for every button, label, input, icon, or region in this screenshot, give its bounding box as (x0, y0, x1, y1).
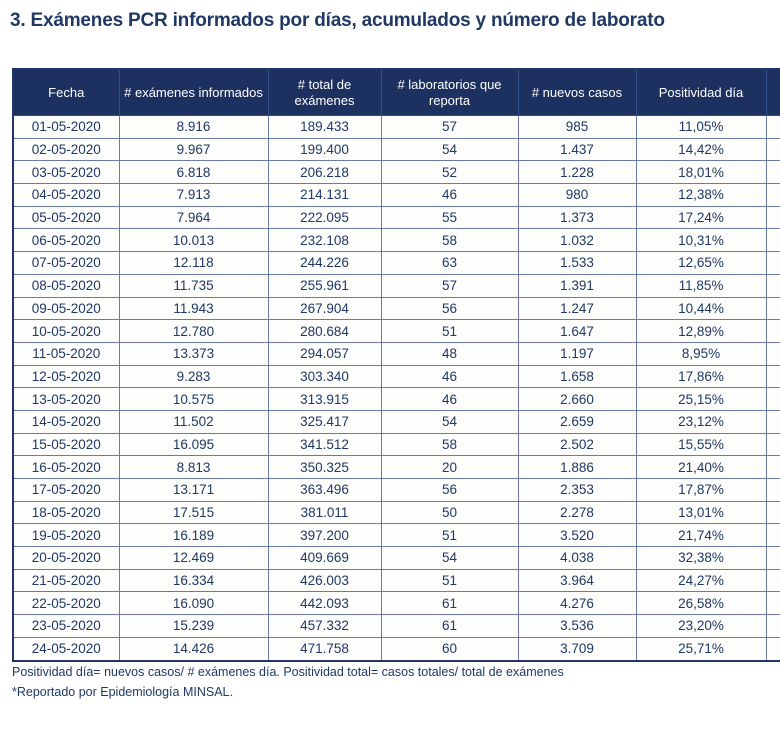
table-row (13, 342, 780, 365)
value-cell: 20 (381, 456, 518, 479)
value-cell: 10,31% (636, 229, 766, 252)
value-cell: 11,85% (636, 274, 766, 297)
value-cell: 267.904 (268, 297, 381, 320)
value-cell (766, 320, 780, 343)
value-cell (766, 388, 780, 411)
date-cell: 14-05-2020 (13, 410, 119, 433)
column-header-5: Positividad día (636, 69, 766, 116)
value-cell: 16.334 (119, 569, 268, 592)
value-cell: 10.575 (119, 388, 268, 411)
value-cell (766, 138, 780, 161)
footnotes (12, 662, 772, 702)
value-cell: 50 (381, 501, 518, 524)
value-cell: 17,86% (636, 365, 766, 388)
table-row (13, 388, 780, 411)
value-cell: 12,65% (636, 252, 766, 275)
date-cell: 09-05-2020 (13, 297, 119, 320)
value-cell: 325.417 (268, 410, 381, 433)
value-cell: 244.226 (268, 252, 381, 275)
page-title: 3. Exámenes PCR informados por días, acumulados y número de laborato (10, 10, 665, 31)
value-cell: 222.095 (268, 206, 381, 229)
date-cell: 21-05-2020 (13, 569, 119, 592)
value-cell: 12.469 (119, 547, 268, 570)
value-cell: 58 (381, 433, 518, 456)
value-cell: 17,87% (636, 479, 766, 502)
value-cell: 2.659 (518, 410, 636, 433)
date-cell: 18-05-2020 (13, 501, 119, 524)
value-cell: 2.278 (518, 501, 636, 524)
value-cell: 4.276 (518, 592, 636, 615)
value-cell (766, 569, 780, 592)
table-row (13, 206, 780, 229)
value-cell: 341.512 (268, 433, 381, 456)
value-cell (766, 206, 780, 229)
value-cell: 63 (381, 252, 518, 275)
date-cell: 19-05-2020 (13, 524, 119, 547)
value-cell: 280.684 (268, 320, 381, 343)
value-cell: 58 (381, 229, 518, 252)
value-cell: 12,38% (636, 184, 766, 207)
value-cell (766, 615, 780, 638)
pcr-exams-table (12, 68, 780, 662)
value-cell: 17,24% (636, 206, 766, 229)
value-cell: 10.013 (119, 229, 268, 252)
value-cell: 57 (381, 274, 518, 297)
value-cell: 1.032 (518, 229, 636, 252)
value-cell: 61 (381, 592, 518, 615)
value-cell: 3.520 (518, 524, 636, 547)
column-header-4: # nuevos casos (518, 69, 636, 116)
date-cell: 22-05-2020 (13, 592, 119, 615)
value-cell: 1.228 (518, 161, 636, 184)
value-cell: 60 (381, 637, 518, 660)
value-cell (766, 342, 780, 365)
column-header-2: # total de exámenes (268, 69, 381, 116)
table-row (13, 615, 780, 638)
value-cell: 46 (381, 365, 518, 388)
value-cell (766, 252, 780, 275)
value-cell (766, 161, 780, 184)
value-cell: 56 (381, 297, 518, 320)
value-cell: 1.437 (518, 138, 636, 161)
value-cell: 8.916 (119, 116, 268, 139)
value-cell: 23,12% (636, 410, 766, 433)
value-cell: 7.913 (119, 184, 268, 207)
value-cell: 1.886 (518, 456, 636, 479)
value-cell: 1.658 (518, 365, 636, 388)
value-cell: 26,58% (636, 592, 766, 615)
column-header-6 (766, 69, 780, 116)
table-row (13, 138, 780, 161)
value-cell: 3.709 (518, 637, 636, 660)
value-cell: 23,20% (636, 615, 766, 638)
value-cell: 255.961 (268, 274, 381, 297)
table-row (13, 501, 780, 524)
value-cell: 350.325 (268, 456, 381, 479)
table-row (13, 116, 780, 139)
value-cell: 21,74% (636, 524, 766, 547)
value-cell: 1.391 (518, 274, 636, 297)
value-cell: 51 (381, 524, 518, 547)
value-cell (766, 433, 780, 456)
value-cell (766, 365, 780, 388)
value-cell: 13,01% (636, 501, 766, 524)
value-cell: 381.011 (268, 501, 381, 524)
table-row (13, 320, 780, 343)
table-header (13, 69, 780, 116)
value-cell: 52 (381, 161, 518, 184)
value-cell: 12,89% (636, 320, 766, 343)
value-cell: 3.536 (518, 615, 636, 638)
value-cell (766, 410, 780, 433)
value-cell: 15.239 (119, 615, 268, 638)
value-cell: 51 (381, 320, 518, 343)
value-cell: 2.502 (518, 433, 636, 456)
value-cell (766, 524, 780, 547)
table-row (13, 547, 780, 570)
table-row (13, 297, 780, 320)
value-cell: 48 (381, 342, 518, 365)
footnote-positividad-formula: Positividad día= nuevos casos/ # exámenes día. Positividad total= casos totales/ total de exámenes (12, 665, 564, 679)
value-cell: 55 (381, 206, 518, 229)
date-cell: 15-05-2020 (13, 433, 119, 456)
value-cell (766, 547, 780, 570)
value-cell: 471.758 (268, 637, 381, 660)
value-cell: 61 (381, 615, 518, 638)
value-cell: 409.669 (268, 547, 381, 570)
value-cell: 980 (518, 184, 636, 207)
value-cell: 9.967 (119, 138, 268, 161)
value-cell: 1.247 (518, 297, 636, 320)
value-cell: 15,55% (636, 433, 766, 456)
footnote-reportado-minsal: *Reportado por Epidemiología MINSAL. (12, 685, 233, 699)
table-row (13, 365, 780, 388)
column-header-3: # laboratorios que reporta (381, 69, 518, 116)
value-cell: 32,38% (636, 547, 766, 570)
value-cell: 4.038 (518, 547, 636, 570)
value-cell: 16.090 (119, 592, 268, 615)
header-row (13, 69, 780, 116)
table-row (13, 637, 780, 660)
table-row (13, 524, 780, 547)
value-cell: 457.332 (268, 615, 381, 638)
table-row (13, 252, 780, 275)
value-cell: 12.780 (119, 320, 268, 343)
value-cell: 56 (381, 479, 518, 502)
value-cell: 303.340 (268, 365, 381, 388)
value-cell (766, 501, 780, 524)
value-cell: 24,27% (636, 569, 766, 592)
value-cell: 232.108 (268, 229, 381, 252)
value-cell: 442.093 (268, 592, 381, 615)
value-cell: 11,05% (636, 116, 766, 139)
table-row (13, 274, 780, 297)
date-cell: 04-05-2020 (13, 184, 119, 207)
value-cell: 57 (381, 116, 518, 139)
value-cell (766, 479, 780, 502)
value-cell: 397.200 (268, 524, 381, 547)
value-cell: 426.003 (268, 569, 381, 592)
value-cell: 21,40% (636, 456, 766, 479)
value-cell: 189.433 (268, 116, 381, 139)
value-cell: 46 (381, 388, 518, 411)
table-row (13, 456, 780, 479)
value-cell: 206.218 (268, 161, 381, 184)
value-cell: 11.943 (119, 297, 268, 320)
date-cell: 07-05-2020 (13, 252, 119, 275)
value-cell: 9.283 (119, 365, 268, 388)
value-cell (766, 184, 780, 207)
value-cell: 11.735 (119, 274, 268, 297)
value-cell: 46 (381, 184, 518, 207)
column-header-0: Fecha (13, 69, 119, 116)
value-cell: 199.400 (268, 138, 381, 161)
value-cell: 54 (381, 410, 518, 433)
value-cell (766, 274, 780, 297)
value-cell: 1.197 (518, 342, 636, 365)
table-row (13, 184, 780, 207)
value-cell: 14,42% (636, 138, 766, 161)
value-cell: 17.515 (119, 501, 268, 524)
table-row (13, 569, 780, 592)
value-cell (766, 592, 780, 615)
value-cell: 16.189 (119, 524, 268, 547)
date-cell: 13-05-2020 (13, 388, 119, 411)
table-row (13, 229, 780, 252)
table-row (13, 161, 780, 184)
value-cell: 54 (381, 547, 518, 570)
value-cell: 13.171 (119, 479, 268, 502)
date-cell: 23-05-2020 (13, 615, 119, 638)
value-cell: 18,01% (636, 161, 766, 184)
value-cell: 985 (518, 116, 636, 139)
value-cell (766, 297, 780, 320)
table-row (13, 592, 780, 615)
value-cell: 11.502 (119, 410, 268, 433)
table-row (13, 410, 780, 433)
date-cell: 05-05-2020 (13, 206, 119, 229)
table-row (13, 433, 780, 456)
value-cell: 1.533 (518, 252, 636, 275)
value-cell: 1.373 (518, 206, 636, 229)
value-cell: 3.964 (518, 569, 636, 592)
value-cell: 8,95% (636, 342, 766, 365)
value-cell: 13.373 (119, 342, 268, 365)
value-cell: 12.118 (119, 252, 268, 275)
value-cell: 14.426 (119, 637, 268, 660)
value-cell: 1.647 (518, 320, 636, 343)
date-cell: 11-05-2020 (13, 342, 119, 365)
value-cell: 2.660 (518, 388, 636, 411)
value-cell: 51 (381, 569, 518, 592)
date-cell: 20-05-2020 (13, 547, 119, 570)
value-cell: 25,15% (636, 388, 766, 411)
value-cell: 54 (381, 138, 518, 161)
date-cell: 03-05-2020 (13, 161, 119, 184)
value-cell: 294.057 (268, 342, 381, 365)
value-cell (766, 229, 780, 252)
value-cell: 363.496 (268, 479, 381, 502)
value-cell: 7.964 (119, 206, 268, 229)
date-cell: 02-05-2020 (13, 138, 119, 161)
column-header-1: # exámenes informados (119, 69, 268, 116)
table-body (13, 116, 780, 661)
value-cell: 214.131 (268, 184, 381, 207)
value-cell: 313.915 (268, 388, 381, 411)
table-row (13, 479, 780, 502)
value-cell: 10,44% (636, 297, 766, 320)
date-cell: 12-05-2020 (13, 365, 119, 388)
table-viewport (12, 68, 780, 662)
value-cell (766, 456, 780, 479)
value-cell: 8.813 (119, 456, 268, 479)
date-cell: 17-05-2020 (13, 479, 119, 502)
date-cell: 08-05-2020 (13, 274, 119, 297)
value-cell: 6.818 (119, 161, 268, 184)
date-cell: 06-05-2020 (13, 229, 119, 252)
value-cell (766, 116, 780, 139)
date-cell: 10-05-2020 (13, 320, 119, 343)
date-cell: 24-05-2020 (13, 637, 119, 660)
date-cell: 16-05-2020 (13, 456, 119, 479)
date-cell: 01-05-2020 (13, 116, 119, 139)
value-cell (766, 637, 780, 660)
value-cell: 25,71% (636, 637, 766, 660)
value-cell: 16.095 (119, 433, 268, 456)
value-cell: 2.353 (518, 479, 636, 502)
